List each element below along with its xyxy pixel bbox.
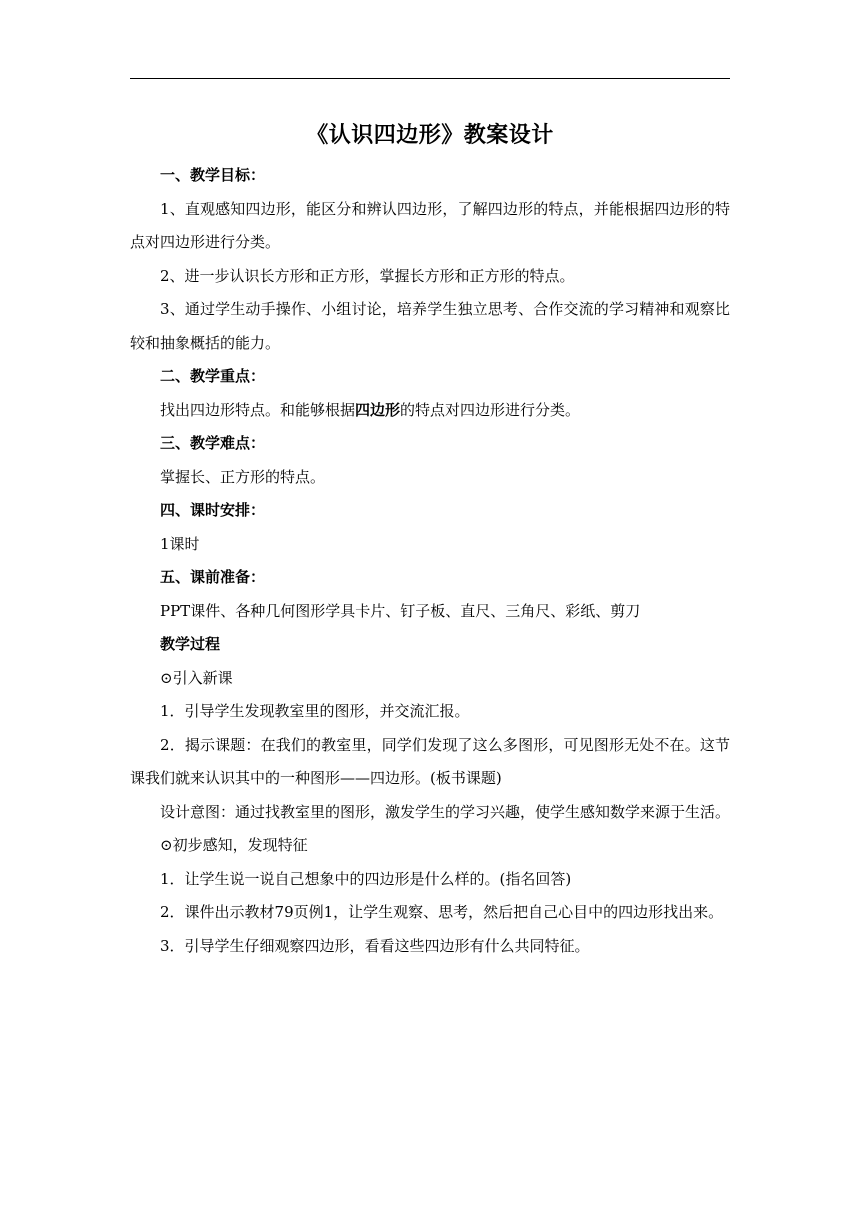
key-point-text [130,394,730,428]
process-step-1: 1．引导学生发现教室里的图形，并交流汇报。 [160,702,470,720]
section-heading-goals: 一、教学目标： [160,166,266,184]
preparation-text: PPT课件、各种几何图形学具卡片、钉子板、直尺、三角尺、彩纸、剪刀 [160,601,641,620]
goal-1: 1、直观感知四边形，能区分和辨认四边形，了解四边形的特点，并能根据四边形的特点对四边形进行分类。 [130,199,730,251]
schedule-text: 1课时 [160,534,200,553]
process-perception-heading: ⊙初步感知，发现特征 [160,836,308,854]
process-intro-heading: ⊙引入新课 [160,668,233,687]
header-rule [130,78,730,79]
section-heading-difficulties: 三、教学难点： [160,434,266,452]
document-title: 《认识四边形》教案设计 [306,122,554,148]
perception-step-1: 1．让学生说一说自己想象中的四边形是什么样的。(指名回答) [160,869,572,888]
key-point-text-end: 的特点对四边形进行分类。 [400,400,581,419]
goal-2: 2、进一步认识长方形和正方形，掌握长方形和正方形的特点。 [160,266,575,285]
section-heading-schedule: 四、课时安排： [160,501,266,519]
section-heading-preparation: 五、课前准备： [160,568,266,586]
process-step-2: 2．揭示课题：在我们的教室里，同学们发现了这么多图形，可见图形无处不在。这节课我们就来认识其中的一种图形——四边形。(板书课题) [130,735,730,787]
design-intent: 设计意图：通过找教室里的图形，激发学生的学习兴趣，使学生感知数学来源于生活。 [160,802,731,821]
perception-step-2: 2．课件出示教材79页例1，让学生观察、思考，然后把自己心目中的四边形找出来。 [160,903,724,921]
perception-step-3: 3．引导学生仔细观察四边形，看看这些四边形有什么共同特征。 [160,936,590,955]
key-point-bold-term: 四边形 [355,400,401,419]
section-heading-key-points: 二、教学重点： [160,367,266,385]
key-point-text-start: 找出四边形特点。和能够根据 [160,400,356,419]
section-heading-process: 教学过程 [160,635,221,653]
document-body [130,159,730,963]
difficulty-text: 掌握长、正方形的特点。 [160,467,326,486]
goal-3: 3、通过学生动手操作、小组讨论，培养学生独立思考、合作交流的学习精神和观察比较和抽象概括的能力。 [130,300,730,352]
